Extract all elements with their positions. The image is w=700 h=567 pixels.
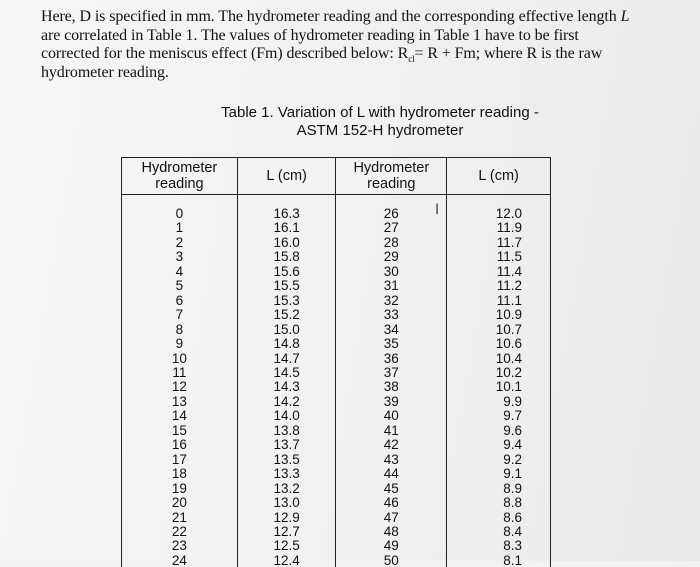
- header-hydrometer-reading-1: Hydrometer reading: [122, 158, 238, 195]
- cell-reading-right: 39: [336, 395, 447, 409]
- cell-l-left: 15.0: [237, 323, 336, 337]
- cell-reading-left: 7: [122, 308, 238, 322]
- cell-l-right: 8.4: [447, 525, 551, 539]
- cell-reading-right: 45: [336, 482, 447, 496]
- cell-l-right: 10.4: [447, 352, 551, 366]
- cell-l-right: 8.8: [447, 496, 551, 510]
- table-row: [122, 380, 551, 394]
- cell-reading-right: 31: [336, 279, 447, 293]
- cell-reading-left: 5: [122, 279, 238, 293]
- cell-reading-right: 48: [336, 525, 447, 539]
- table-row: [122, 337, 551, 351]
- header-hydrometer-reading-2: Hydrometer reading: [336, 158, 447, 195]
- cell-reading-left: 24: [122, 554, 238, 567]
- cell-l-right: 11.7: [447, 236, 551, 250]
- cell-reading-left: 2: [122, 236, 238, 250]
- cell-l-left: 14.2: [237, 395, 336, 409]
- cell-l-left: 16.3: [237, 195, 336, 222]
- cell-l-left: 14.0: [237, 409, 336, 423]
- cell-l-left: 13.8: [237, 424, 336, 438]
- cell-reading-left: 9: [122, 337, 238, 351]
- cell-reading-right: 29: [336, 250, 447, 264]
- cell-reading-left: 0: [122, 195, 238, 222]
- cell-l-left: 14.3: [237, 380, 336, 394]
- cell-l-left: 13.0: [237, 496, 336, 510]
- cell-reading-right: 34: [336, 323, 447, 337]
- cell-reading-right: 49: [336, 539, 447, 553]
- cell-l-right: 9.7: [447, 409, 551, 423]
- table-caption: [170, 104, 590, 140]
- table-row: [122, 195, 551, 222]
- cell-l-right: 11.1: [447, 294, 551, 308]
- cell-l-left: 13.2: [237, 482, 336, 496]
- cell-l-left: 15.3: [237, 294, 336, 308]
- cell-reading-right: 47: [336, 511, 447, 525]
- table-body: [122, 195, 551, 567]
- cell-reading-left: 15: [122, 424, 238, 438]
- table-caption-line-2: ASTM 152-H hydrometer: [170, 122, 590, 140]
- table-row: [122, 525, 551, 539]
- cell-reading-left: 6: [122, 294, 238, 308]
- cell-l-right: 8.3: [447, 539, 551, 553]
- cell-reading-right: 33: [336, 308, 447, 322]
- header-l-cm-1: L (cm): [237, 158, 336, 195]
- cell-reading-left: 23: [122, 539, 238, 553]
- hydrometer-table: [121, 157, 551, 567]
- cell-l-left: 13.5: [237, 453, 336, 467]
- table-row: [122, 221, 551, 235]
- paragraph-part-2: are correlated in Table 1. The values of hydrometer reading in Table 1 have to be first corrected for the meniscus effect (Fm) described below: R: [41, 27, 579, 63]
- cell-l-right: 8.9: [447, 482, 551, 496]
- table-row: [122, 409, 551, 423]
- table-row: [122, 323, 551, 337]
- cell-l-right: 10.2: [447, 366, 551, 380]
- cell-reading-left: 19: [122, 482, 238, 496]
- cell-l-right: 8.1: [447, 554, 551, 567]
- description-paragraph: [41, 8, 631, 82]
- cell-reading-right: 44: [336, 467, 447, 481]
- table-row: [122, 438, 551, 452]
- table-row: [122, 366, 551, 380]
- cell-l-right: 11.5: [447, 250, 551, 264]
- cell-l-right: 10.7: [447, 323, 551, 337]
- table-row: [122, 236, 551, 250]
- cell-l-right: 11.4: [447, 265, 551, 279]
- table-row: [122, 265, 551, 279]
- cell-l-left: 15.2: [237, 308, 336, 322]
- cell-reading-left: 12: [122, 380, 238, 394]
- cell-l-right: 10.1: [447, 380, 551, 394]
- cell-reading-right: 32: [336, 294, 447, 308]
- cell-l-left: 14.8: [237, 337, 336, 351]
- cell-l-right: 8.6: [447, 511, 551, 525]
- table-row: [122, 250, 551, 264]
- cell-reading-right: 28: [336, 236, 447, 250]
- table-row: [122, 554, 551, 567]
- cell-reading-right: 37: [336, 366, 447, 380]
- cell-reading-left: 18: [122, 467, 238, 481]
- cell-l-left: 12.9: [237, 511, 336, 525]
- cell-l-left: 15.8: [237, 250, 336, 264]
- cell-l-left: 16.0: [237, 236, 336, 250]
- cell-l-left: 14.5: [237, 366, 336, 380]
- cell-l-right: 10.9: [447, 308, 551, 322]
- header-l-cm-2: L (cm): [447, 158, 551, 195]
- cell-reading-right: 30: [336, 265, 447, 279]
- cell-reading-right: 26: [336, 195, 447, 222]
- cell-reading-right: 35: [336, 337, 447, 351]
- cell-reading-right: 46: [336, 496, 447, 510]
- table-row: [122, 279, 551, 293]
- table-row: [122, 496, 551, 510]
- table-row: [122, 453, 551, 467]
- cell-l-left: 12.4: [237, 554, 336, 567]
- cell-reading-left: 4: [122, 265, 238, 279]
- cell-reading-right: 40: [336, 409, 447, 423]
- cell-reading-left: 16: [122, 438, 238, 452]
- cell-reading-left: 11: [122, 366, 238, 380]
- cell-l-right: 11.2: [447, 279, 551, 293]
- cell-reading-right: 38: [336, 380, 447, 394]
- paragraph-part-1: Here, D is specified in mm. The hydrometer reading and the corresponding effective length: [41, 8, 621, 25]
- cell-reading-left: 22: [122, 525, 238, 539]
- table-row: [122, 424, 551, 438]
- cell-l-left: 15.6: [237, 265, 336, 279]
- cell-l-right: 9.1: [447, 467, 551, 481]
- cell-reading-left: 10: [122, 352, 238, 366]
- cell-l-left: 12.5: [237, 539, 336, 553]
- cell-reading-right: 41: [336, 424, 447, 438]
- table-row: [122, 467, 551, 481]
- cell-reading-left: 21: [122, 511, 238, 525]
- cell-reading-right: 36: [336, 352, 447, 366]
- table-row: [122, 294, 551, 308]
- cell-reading-left: 1: [122, 221, 238, 235]
- cell-l-left: 14.7: [237, 352, 336, 366]
- cell-l-right: 10.6: [447, 337, 551, 351]
- cell-reading-left: 13: [122, 395, 238, 409]
- cell-l-left: 13.3: [237, 467, 336, 481]
- table-container: [121, 157, 551, 567]
- cell-reading-right: 27: [336, 221, 447, 235]
- cell-reading-left: 20: [122, 496, 238, 510]
- cell-reading-right: 50: [336, 554, 447, 567]
- cell-l-right: 9.9: [447, 395, 551, 409]
- cell-reading-left: 3: [122, 250, 238, 264]
- table-row: [122, 482, 551, 496]
- cell-l-left: 13.7: [237, 438, 336, 452]
- table-row: [122, 511, 551, 525]
- cell-l-left: 16.1: [237, 221, 336, 235]
- cell-reading-right: 43: [336, 453, 447, 467]
- cell-reading-left: 8: [122, 323, 238, 337]
- cell-l-right: 9.6: [447, 424, 551, 438]
- cell-l-right: 12.0: [447, 195, 551, 222]
- cell-reading-left: 14: [122, 409, 238, 423]
- paragraph-L-symbol: L: [621, 8, 630, 25]
- cell-l-right: 11.9: [447, 221, 551, 235]
- table-header-row: [122, 158, 551, 195]
- cell-l-left: 15.5: [237, 279, 336, 293]
- table-row: [122, 539, 551, 553]
- cell-l-right: 9.2: [447, 453, 551, 467]
- table-row: [122, 395, 551, 409]
- paragraph-subscript: cl: [408, 54, 414, 64]
- cell-l-right: 9.4: [447, 438, 551, 452]
- text-cursor-icon: I: [435, 202, 439, 218]
- paragraph-part-3: = R + Fm; where R is the raw hydrometer reading.: [41, 45, 602, 81]
- table-row: [122, 308, 551, 322]
- cell-reading-right: 42: [336, 438, 447, 452]
- table-row: [122, 352, 551, 366]
- table-caption-line-1: Table 1. Variation of L with hydrometer reading -: [170, 104, 590, 122]
- cell-reading-left: 17: [122, 453, 238, 467]
- cell-l-left: 12.7: [237, 525, 336, 539]
